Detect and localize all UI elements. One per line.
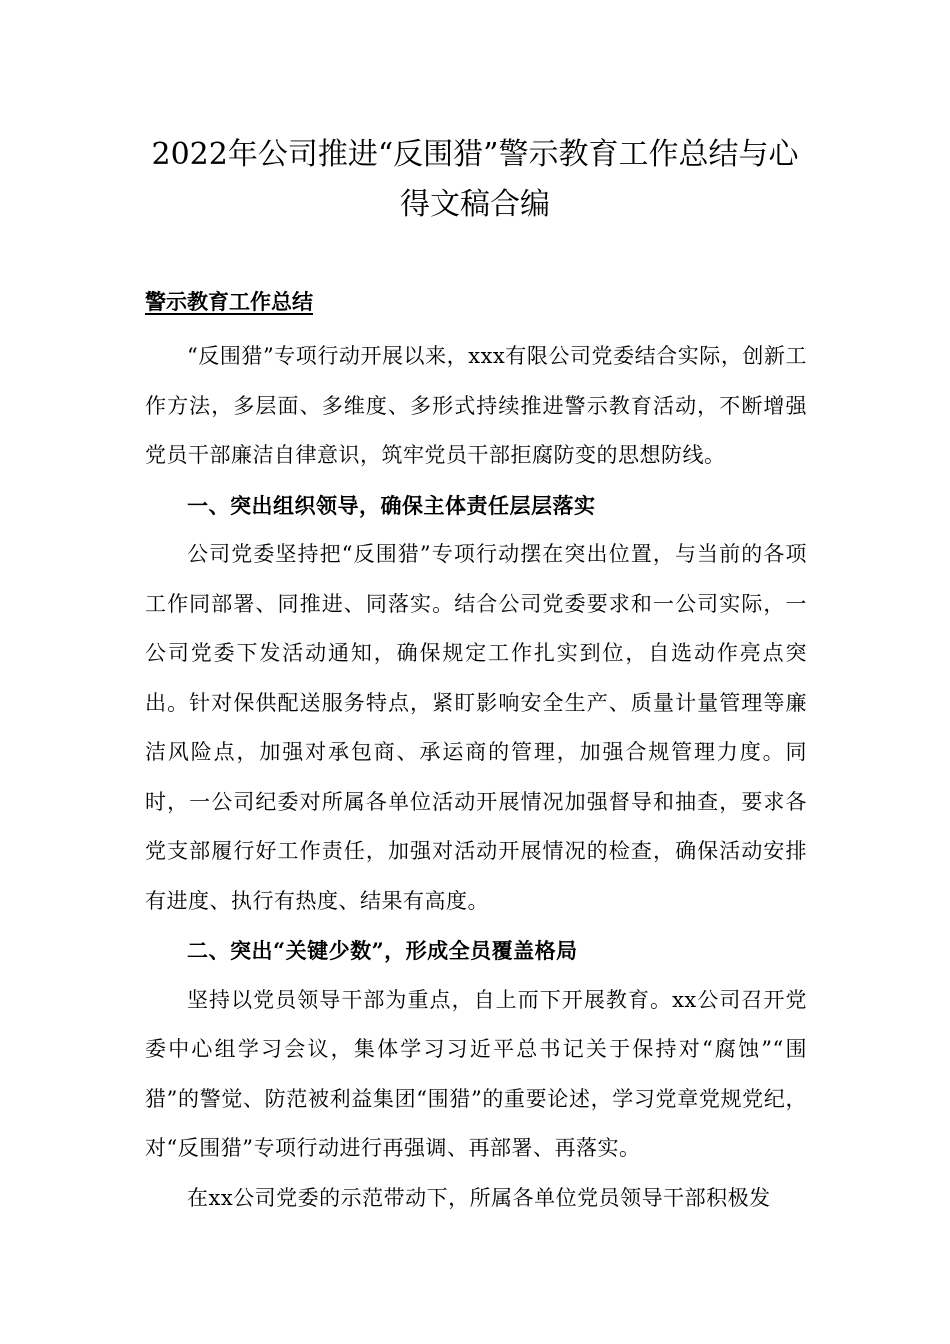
heading-two: 二、突出“关键少数”，形成全员覆盖格局 [187, 938, 578, 963]
document-title [145, 130, 805, 230]
section-title: 警示教育工作总结 [145, 289, 313, 314]
document-body [145, 332, 807, 1223]
document-title-line-1: 2022年公司推进“反围猎”警示教育工作总结与心 [151, 137, 799, 172]
paragraph-intro: “反围猎”专项行动开展以来，xxx有限公司党委结合实际，创新工作方法，多层面、多维度、多形式持续推进警示教育活动，不断增强党员干部廉洁自律意识，筑牢党员干部拒腐防变的思想防线。 [145, 344, 807, 467]
paragraph-organization: 公司党委坚持把“反围猎”专项行动摆在突出位置，与当前的各项工作同部署、同推进、同落实。结合公司党委要求和一公司实际，一公司党委下发活动通知，确保规定工作扎实到位，自选动作亮点突出。针对保供配送服务特点，紧盯影响安全生产、质量计量管理等廉洁风险点，加强对承包商、承运商的管理，加强合规管理力度。同时，一公司纪委对所属各单位活动开展情况加强督导和抽查，要求各党支部履行好工作责任，加强对活动开展情况的检查，确保活动安排有进度、执行有热度、结果有高度。 [145, 542, 807, 913]
paragraph-key-minority: 坚持以党员领导干部为重点，自上而下开展教育。xx公司召开党委中心组学习会议，集体学习习近平总书记关于保持对“腐蚀”“围猎”的警觉、防范被利益集团“围猎”的重要论述，学习党章党规党纪，对“反围猎”专项行动进行再强调、再部署、再落实。 [145, 987, 807, 1160]
heading-one: 一、突出组织领导，确保主体责任层层落实 [187, 492, 596, 518]
paragraph-demonstration: 在xx公司党委的示范带动下，所属各单位党员领导干部积极发 [187, 1185, 771, 1210]
document-title-line-2: 得文稿合编 [400, 187, 550, 222]
